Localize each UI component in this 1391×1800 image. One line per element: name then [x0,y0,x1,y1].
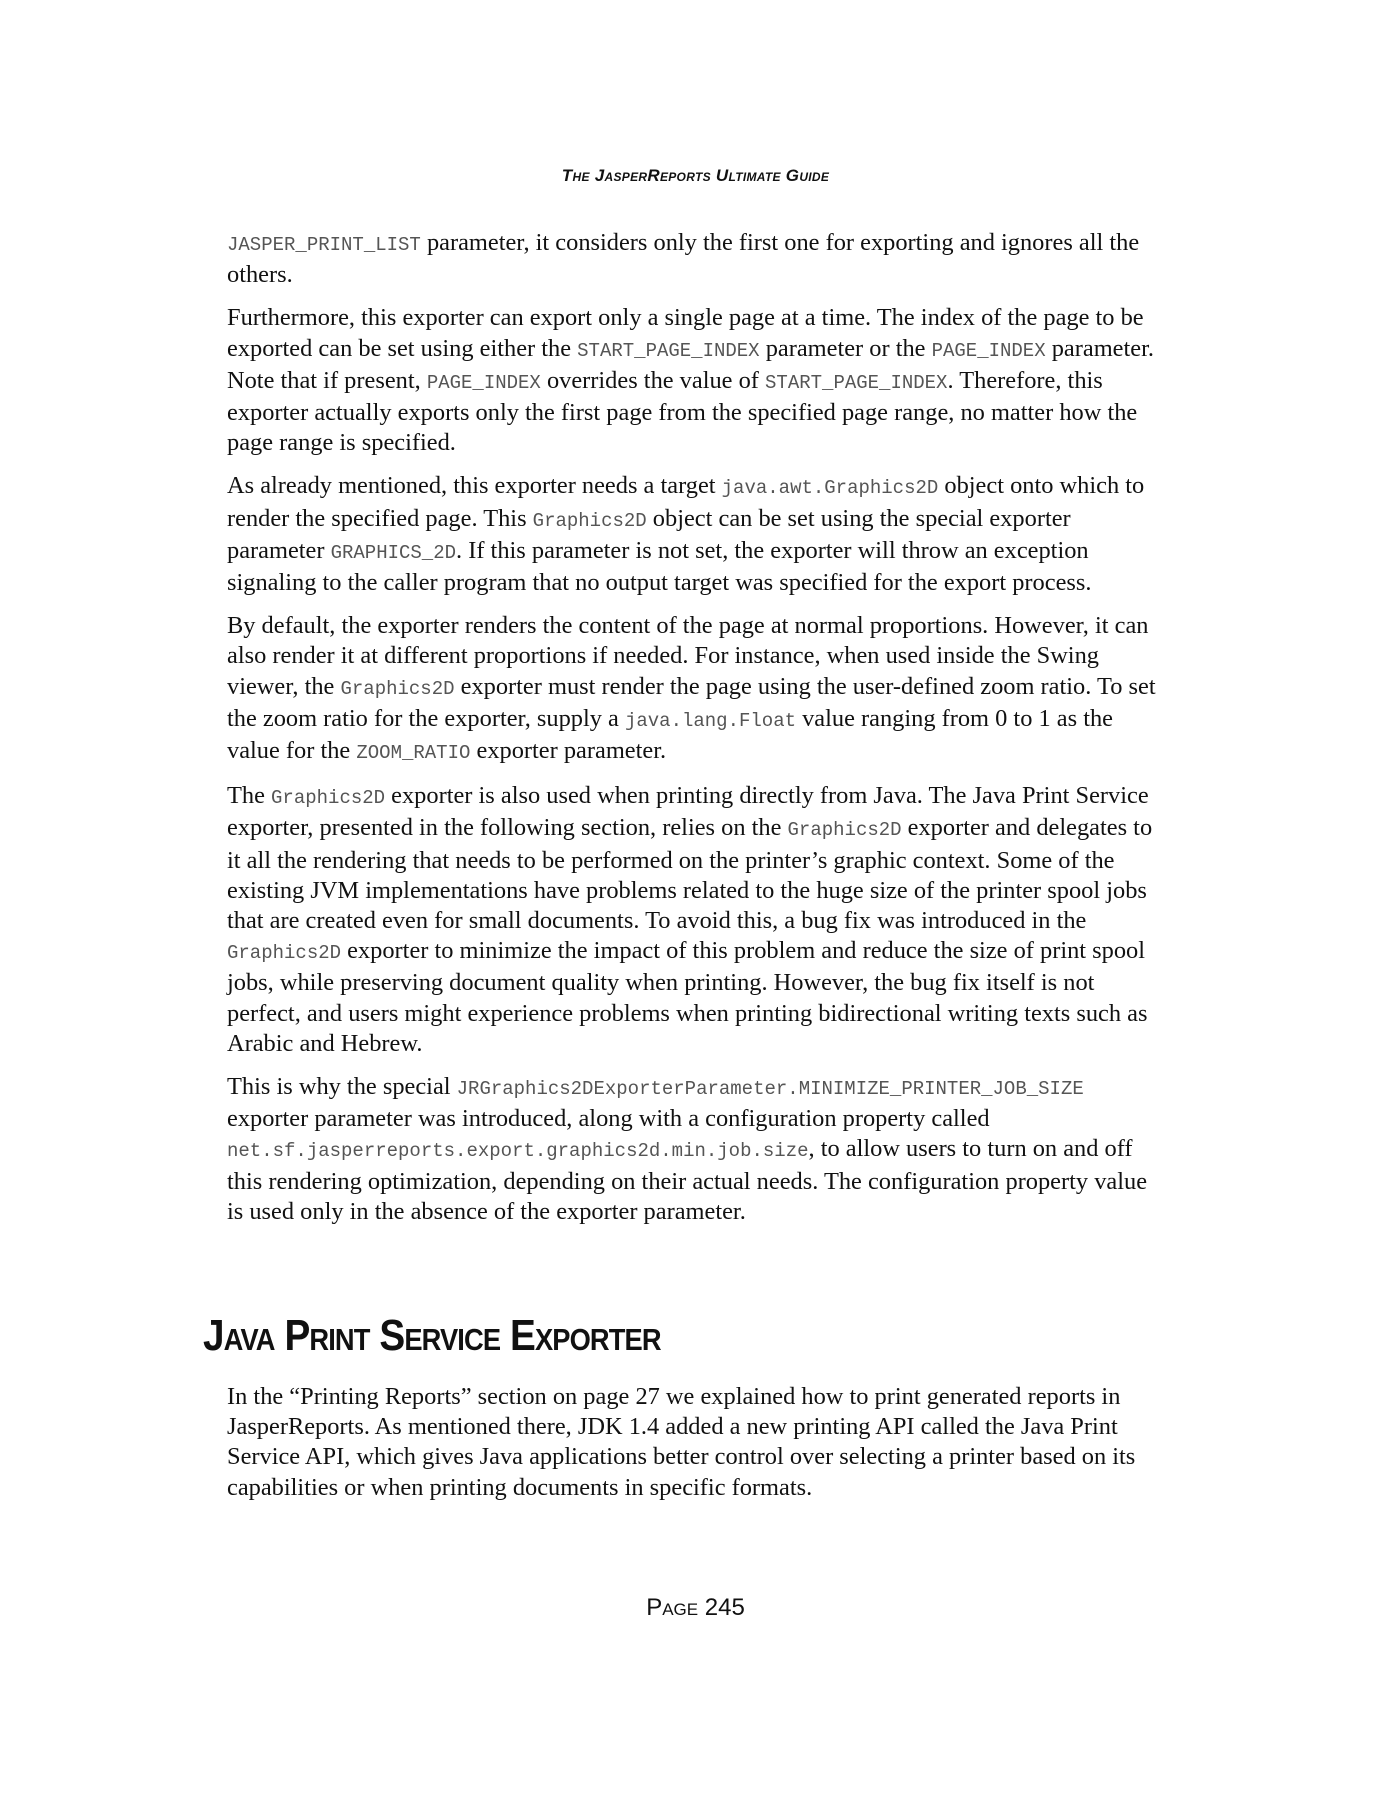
text-run: value ranging from 0 to 1 as the value for the [227,704,1113,765]
text-run: exporter parameter. [470,737,667,765]
code-term: Graphics2D [271,787,386,810]
text-run: Furthermore, this exporter can export only a single page at a time. The index of the page to be exported can be set using either the [227,304,1144,362]
paragraph-zoom-ratio [227,611,1167,768]
text-run: parameter or the [759,334,932,362]
paragraph-page-index [227,303,1167,458]
paragraph-printing-bugfix [227,781,1167,1059]
text-run: , to allow users to turn on and off this rendering optimization, depending on their actual needs. The configuration property value is used only in the absence of the exporter parameter. [227,1135,1148,1225]
text-run: . If this parameter is not set, the exporter will throw an exception signaling to the caller program that no output target was specified for the export process. [227,536,1092,597]
paragraph-min-job-size [227,1072,1167,1227]
text-run: As already mentioned, this exporter needs a target [227,472,722,500]
text-run: object can be set using the special exporter parameter [227,504,1071,564]
code-term: JRGraphics2DExporterParameter.MINIMIZE_PRINTER_JOB_SIZE [456,1078,1084,1101]
text-run: object onto which to render the specified page. This [227,472,1145,532]
code-term: JASPER_PRINT_LIST [227,234,421,256]
text-run: exporter is also used when printing directly from Java. The Java Print Service exporter, presented in the following section, relies on the [227,782,1149,842]
text-run: exporter and delegates to it all the rendering that needs to be performed on the printer’s graphic context. Some of the existing JVM implementations have problems related to the huge size of the printer spool jobs that are created even for small documents. To avoid this, a bug fix was introduced in the [227,814,1153,935]
code-term: java.lang.Float [624,709,796,732]
code-term: PAGE_INDEX [426,371,541,394]
code-term: Graphics2D [532,509,647,532]
code-term: START_PAGE_INDEX [765,371,948,394]
text-run: exporter parameter was introduced, along with a configuration property called [227,1105,990,1133]
text-run: parameter, it considers only the first one for exporting and ignores all the others. [227,229,1140,289]
paragraph-jasper-print-list [227,228,1167,290]
body-text [227,228,1167,1240]
running-header: The JasperReports Ultimate Guide [561,166,830,185]
code-term: java.awt.Graphics2D [721,477,939,500]
text-run: overrides the value of [540,366,766,394]
code-term: net.sf.jasperreports.export.graphics2d.min.job.size [227,1140,809,1163]
text-run: . Therefore, this exporter actually exports only the first page from the specified page range, no matter how the page range is specified. [227,366,1138,457]
code-term: Graphics2D [340,677,455,700]
text-run: exporter to minimize the impact of this problem and reduce the size of print spool jobs, while preserving document quality when printing. However, the bug fix itself is not perfect, and users might experience problems when printing bidirectional writing texts such as Arabic and Hebrew. [227,937,1148,1057]
section-heading: Java Print Service Exporter [203,1311,661,1360]
text-run: In the “Printing Reports” section on page 27 we explained how to print generated reports in JasperReports. As mentioned there, JDK 1.4 added a new printing API called the Java Print Service API, which gives Java applications better control over selecting a printer based on its capabilities or when printing documents in specific formats. [227,1383,1136,1501]
code-term: GRAPHICS_2D [330,541,457,564]
text-run: By default, the exporter renders the content of the page at normal proportions. However, it can also render it at different proportions if needed. For instance, when used inside the Swing viewer, the [227,612,1149,700]
code-term: START_PAGE_INDEX [577,339,760,362]
paragraph-print-service-intro [227,1382,1167,1503]
section-body-text [227,1382,1167,1516]
text-run: This is why the special [227,1073,457,1101]
text-run: The [227,782,272,810]
code-term: Graphics2D [787,819,902,842]
code-term: Graphics2D [227,942,342,965]
code-term: ZOOM_RATIO [356,742,471,765]
paragraph-graphics2d-target [227,471,1167,598]
code-term: PAGE_INDEX [931,339,1046,362]
page-number: Page 245 [646,1594,745,1621]
text-run: parameter. Note that if present, [227,334,1154,394]
text-run: exporter must render the page using the user-defined zoom ratio. To set the zoom ratio for the exporter, supply a [227,672,1156,732]
